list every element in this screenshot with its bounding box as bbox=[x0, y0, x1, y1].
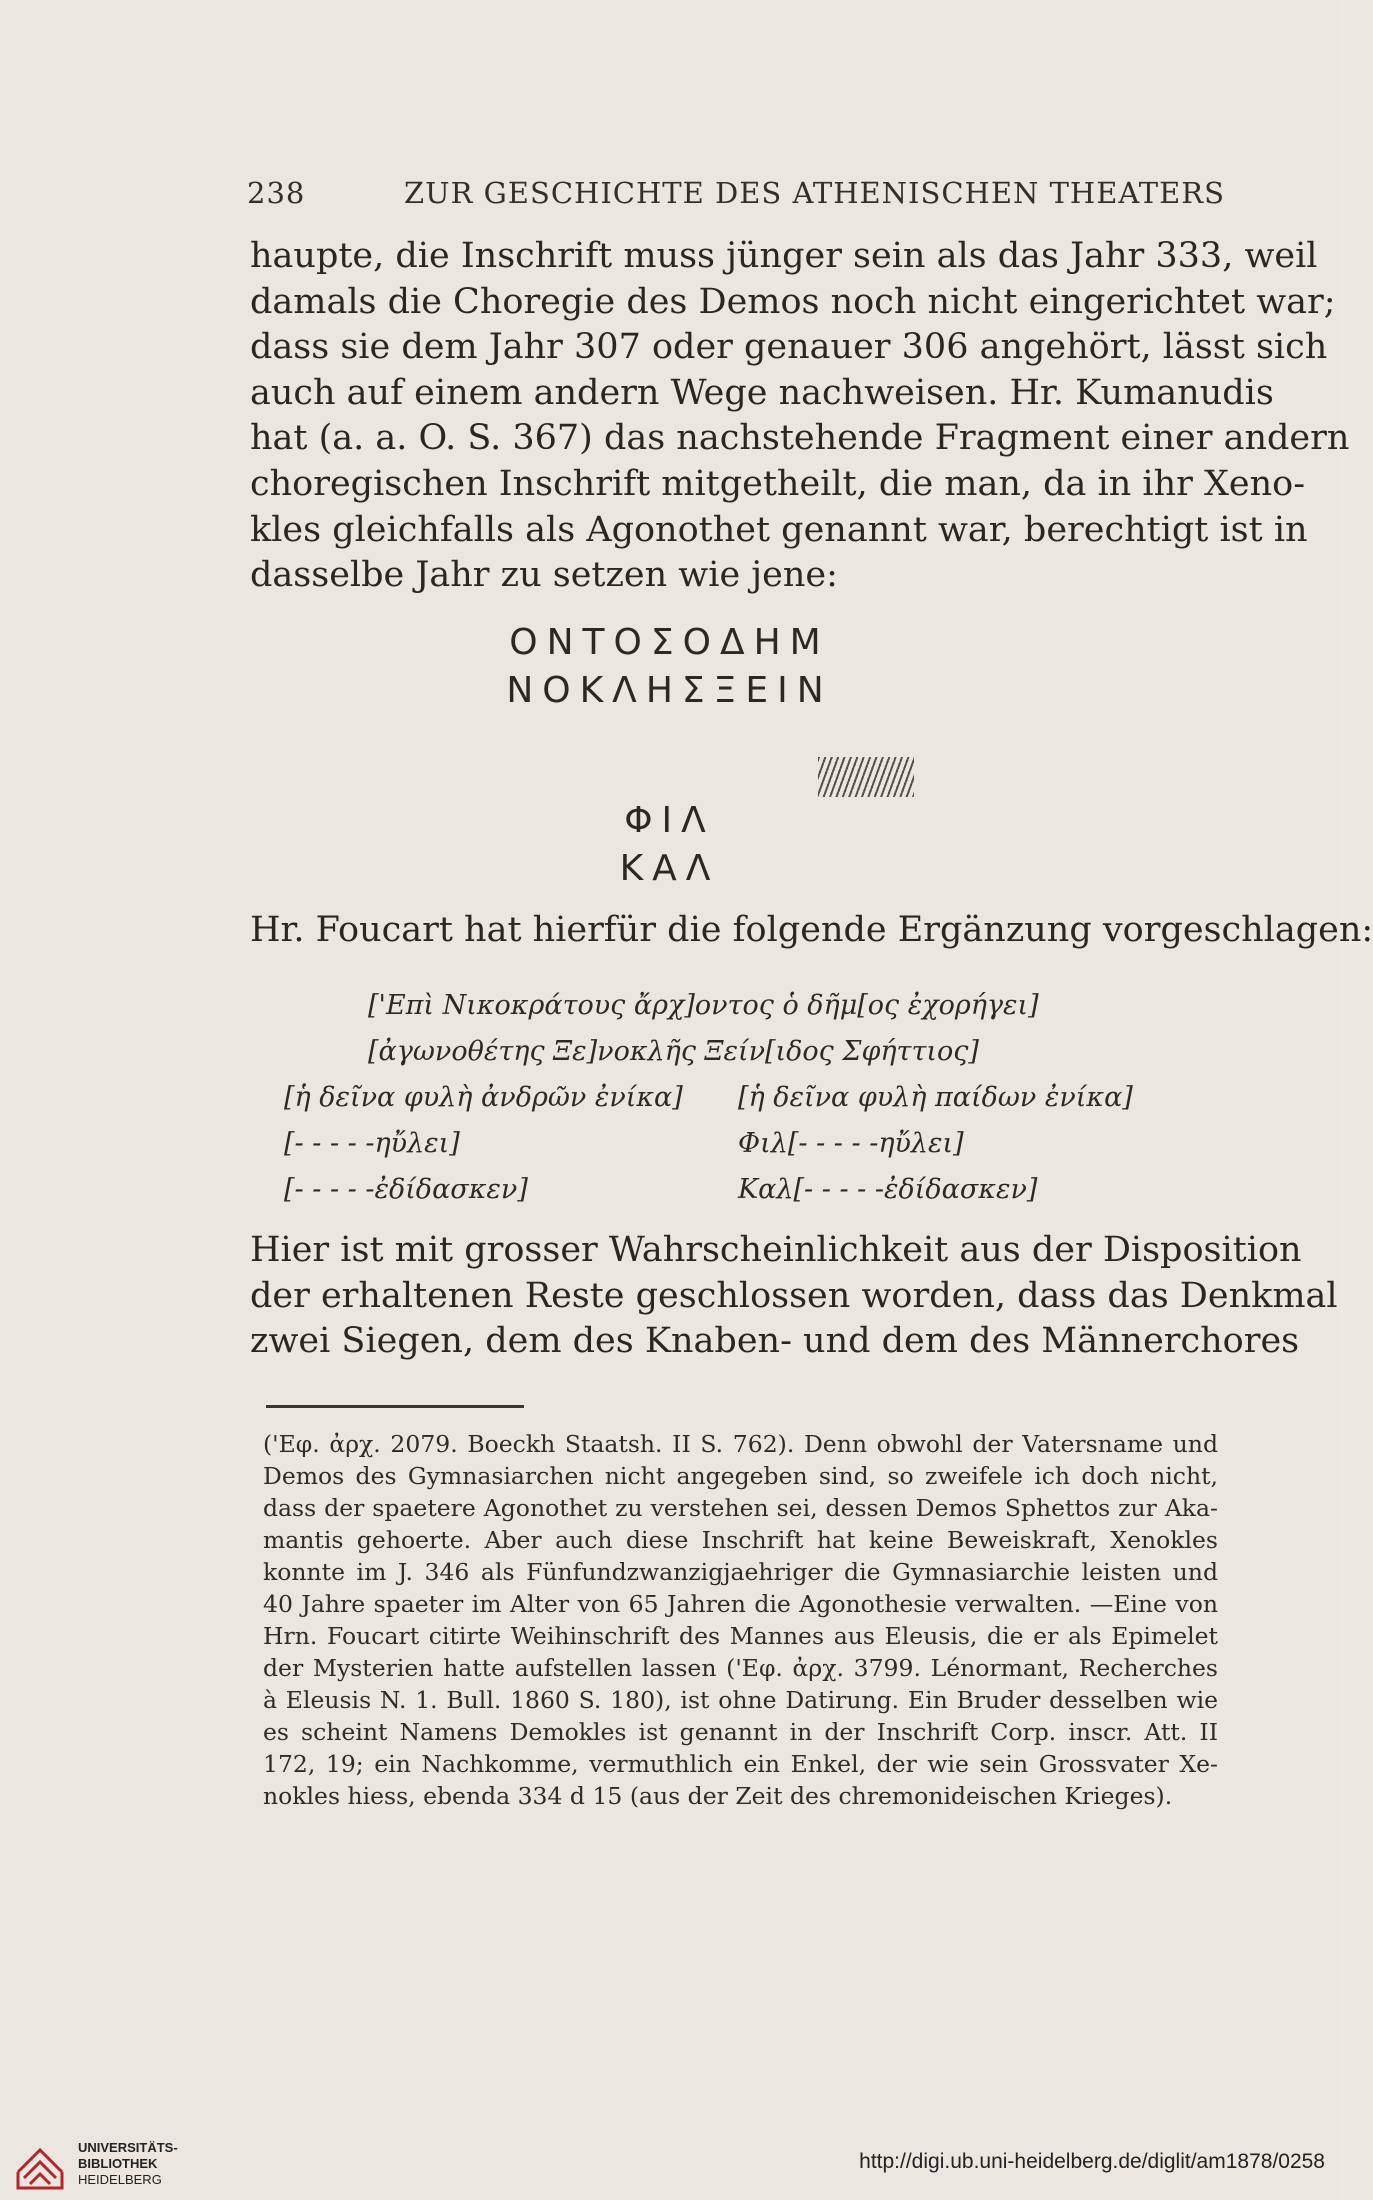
inscription-line-4: ΚΑΛ bbox=[619, 848, 720, 889]
restoration-row-4-left: [- - - - -ηὔλει] bbox=[284, 1128, 460, 1159]
text-line: dass sie dem Jahr 307 oder genauer 306 angehört, lässt sich bbox=[250, 327, 1328, 368]
page-number: 238 bbox=[247, 176, 306, 210]
footnote-line: dass der spaetere Agonothet zu verstehen sei, dessen Demos Sphettos zur Aka- bbox=[263, 1494, 1218, 1522]
library-name bbox=[78, 2140, 178, 2188]
footnote-line: es scheint Namens Demokles ist genannt in der Inschrift Corp. inscr. Att. II bbox=[263, 1718, 1218, 1746]
restoration-row-5-right: Καλ[- - - - -ἐδίδασκεν] bbox=[738, 1174, 1038, 1205]
footnote-line: ('Εφ. ἀρχ. 2079. Boeckh Staatsh. II S. 762). Denn obwohl der Vatersname und bbox=[263, 1430, 1218, 1458]
footnote-line: Demos des Gymnasiarchen nicht angegeben sind, so zweifele ich doch nicht, bbox=[263, 1462, 1218, 1490]
footnote-line: Hrn. Foucart citirte Weihinschrift des Mannes aus Eleusis, die er als Epimelet bbox=[263, 1622, 1218, 1650]
inscription-line-3: ΦΙΛ bbox=[624, 800, 715, 841]
restoration-row-3-right: [ἡ δεῖνα φυλὴ παίδων ἐνίκα] bbox=[738, 1082, 1133, 1113]
text-line: hat (a. a. O. S. 367) das nachstehende Fragment einer andern bbox=[250, 418, 1350, 459]
library-name-line: BIBLIOTHEK bbox=[78, 2156, 158, 2171]
inscription-line-2: ΝΟΚΛΗΣΞΕΙΝ bbox=[506, 670, 833, 711]
footnote-rule bbox=[266, 1405, 524, 1408]
footnote-line: nokles hiess, ebenda 334 d 15 (aus der Zeit des chremonideischen Krieges). bbox=[263, 1782, 1173, 1810]
restoration-row-4-right: Φιλ[- - - - -ηὔλει] bbox=[738, 1128, 964, 1159]
footnote-line: konnte im J. 346 als Fünfundzwanzigjaehriger die Gymnasiarchie leisten und bbox=[263, 1558, 1218, 1586]
text-line: zwei Siegen, dem des Knaben- und dem des Männerchores bbox=[250, 1321, 1300, 1362]
footnote-line: mantis gehoerte. Aber auch diese Inschrift hat keine Beweiskraft, Xenokles bbox=[263, 1526, 1218, 1554]
footnote-line: à Eleusis N. 1. Bull. 1860 S. 180), ist ohne Datirung. Ein Bruder desselben wie bbox=[263, 1686, 1218, 1714]
paragraph-1 bbox=[250, 234, 1350, 599]
text-line: der erhaltenen Reste geschlossen worden, dass das Denkmal bbox=[250, 1275, 1338, 1316]
text-line: choregischen Inschrift mitgetheilt, die man, da in ihr Xeno- bbox=[250, 463, 1306, 504]
restoration-row-3-left: [ἡ δεῖνα φυλὴ ἀνδρῶν ἐνίκα] bbox=[284, 1082, 683, 1113]
restoration-row-2: [ἀγωνοθέτης Ξε]νοκλῆς Ξείν[ιδος Σφήττιος] bbox=[368, 1036, 979, 1067]
footnote-line: der Mysterien hatte aufstellen lassen ('Εφ. ἀρχ. 3799. Lénormant, Recherches bbox=[263, 1654, 1218, 1682]
footnote-line: 40 Jahre spaeter im Alter von 65 Jahren die Agonothesie verwalten. —Eine von bbox=[263, 1590, 1218, 1618]
restoration-row-5-left: [- - - - -ἐδίδασκεν] bbox=[284, 1174, 528, 1205]
text-line: Hier ist mit grosser Wahrscheinlichkeit aus der Disposition bbox=[250, 1230, 1302, 1270]
footnote-line: 172, 19; ein Nachkomme, vermuthlich ein Enkel, der wie sein Grossvater Xe- bbox=[263, 1750, 1218, 1778]
footnote bbox=[263, 1428, 1218, 1812]
text-line: haupte, die Inschrift muss jünger sein als das Jahr 333, weil bbox=[250, 236, 1318, 276]
library-name-line: HEIDELBERG bbox=[78, 2172, 162, 2187]
text-line: dasselbe Jahr zu setzen wie jene: bbox=[250, 555, 838, 596]
paragraph-2: Hr. Foucart hat hierfür die folgende Ergänzung vorgeschlagen: bbox=[250, 910, 1373, 950]
text-line: kles gleichfalls als Agonothet genannt war, berechtigt ist in bbox=[250, 509, 1308, 550]
source-url-link[interactable]: http://digi.ub.uni-heidelberg.de/diglit/am1878/0258 bbox=[859, 2150, 1325, 2173]
damaged-stone-hatching bbox=[818, 757, 914, 797]
text-line: auch auf einem andern Wege nachweisen. Hr. Kumanudis bbox=[250, 372, 1274, 413]
inscription-line-1: ΟΝΤΟΣΟΔΗΜ bbox=[509, 622, 830, 663]
text-line: damals die Choregie des Demos noch nicht eingerichtet war; bbox=[250, 281, 1336, 322]
library-name-line: UNIVERSITÄTS- bbox=[78, 2140, 178, 2155]
paragraph-3 bbox=[250, 1228, 1338, 1365]
restoration-row-1: ['Επὶ Νικοκράτους ἄρχ]οντος ὁ δῆμ[ος ἐχορήγει] bbox=[368, 990, 1039, 1021]
running-title: ZUR GESCHICHTE DES ATHENISCHEN THEATERS bbox=[404, 176, 1225, 210]
